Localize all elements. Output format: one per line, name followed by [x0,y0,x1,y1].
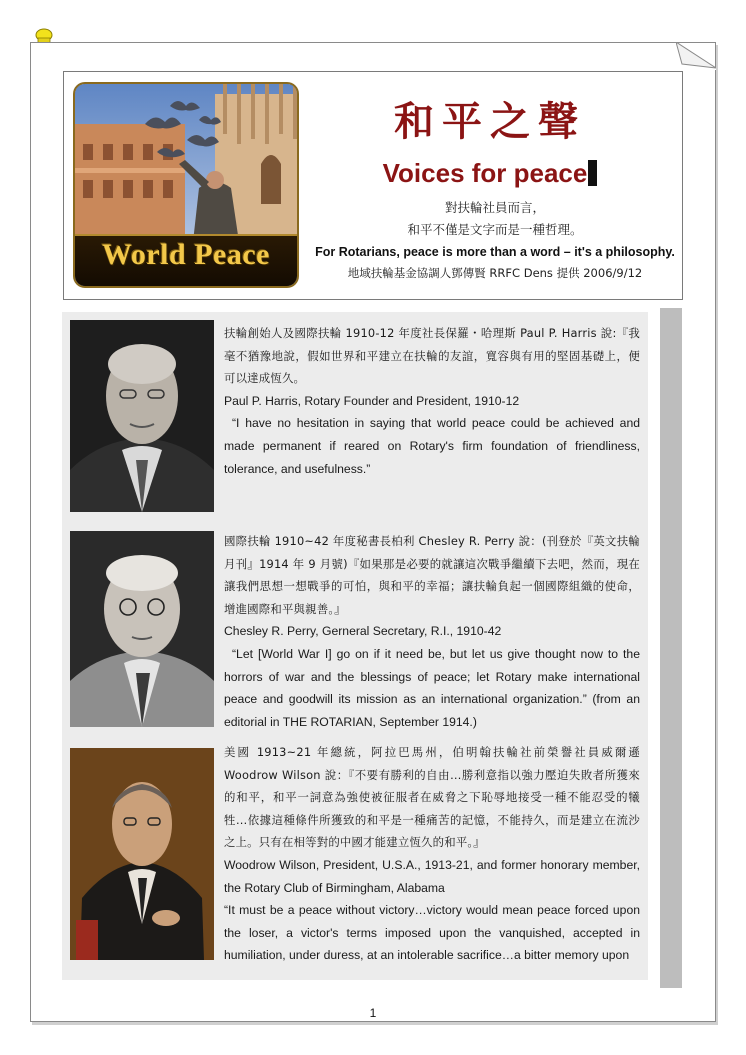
perry-text [224,530,640,733]
wilson-quote-cn: 美國 1913~21 年總統，阿拉巴馬州，伯明翰扶輪社前榮譽社員威爾遜 Woodrow Wilson 說：『不要有勝利的自由…勝利意指以強力壓迫失敗者所獲來的和平，和平一詞意為強使被征服者在威脅之下恥辱地接受一種不能忍受的犧牲…依據這種條件所獲致的和平是一種痛苦的記憶，不能持久，而是建立在流沙之上。只有在相等對的中國才能建立恆久的和平。』 [224,745,640,850]
title-chinese: 和平之聲 [394,98,586,145]
subtitle-cn-line-1: 對扶輪社員而言， [444,200,545,215]
title-english [330,158,650,189]
title-english-text: Voices for peace [382,158,588,188]
page-curl-icon [676,42,716,70]
subtitle-english: For Rotarians, peace is more than a word – it's a philosophy. [315,245,675,259]
scrollbar[interactable] [660,308,682,988]
wilson-text [224,741,640,967]
harris-portrait [70,320,214,512]
subtitle-cn-line-2: 和平不僅是文字而是一種哲理。 [407,222,583,237]
world-peace-logo [73,82,299,288]
perry-name-en: Chesley R. Perry, Gerneral Secretary, R.I., 1910-42 [224,624,502,639]
perry-quote-en: “Let [World War I] go on if it need be, but let us give thought now to the horrors of war and the blessings of peace; let Rotary make international peace and goodwill its mission as an international organization.” (from an editorial in THE ROTARIAN, September 1914.) [224,646,640,729]
wilson-portrait [70,748,214,960]
credit-line: 地域扶輪基金協調人鄧傳賢 RRFC Dens 提供 2006/9/12 [347,266,643,280]
harris-name-en: Paul P. Harris, Rotary Founder and President, 1910-12 [224,393,520,408]
perry-quote-cn: 國際扶輪 1910~42 年度秘書長柏利 Chesley R. Perry 說：(刊登於『英文扶輪月刊』1914 年 9 月號)『如果那是必要的就讓這次戰爭繼續下去吧，然而，現在讓我們思想一想戰爭的可怕，與和平的幸福；讓扶輪負起一個國際組織的使命，增進國際和平與親善。』 [224,534,640,616]
perry-portrait [70,531,214,727]
harris-quote-en: “I have no hesitation in saying that world peace could be achieved and made permanent if reared on Rotary's firm foundation of friendliness, tolerance, and usefulness.” [224,416,640,476]
harris-quote-cn: 扶輪創始人及國際扶輪 1910-12 年度社長保羅・哈理斯 Paul P. Harris 說:『我毫不猶豫地說，假如世界和平建立在扶輪的友誼，寬容與有用的堅固基礎上，便可以達成恆久。 [224,326,640,386]
logo-text: World Peace [102,238,270,271]
wilson-quote-en: “It must be a peace without victory…victory would mean peace forced upon the loser, a victor's terms imposed upon the vanquished, accepted in humiliation, under duress, at an intolerable sacrifice…a bitter memory upon [224,903,640,963]
page-number: 1 [369,1006,377,1020]
harris-text [224,322,640,480]
text-cursor [588,160,597,186]
wilson-name-en: Woodrow Wilson, President, U.S.A., 1913-21, and former honorary member, the Rotary Club of Birmingham, Alabama [224,857,640,895]
